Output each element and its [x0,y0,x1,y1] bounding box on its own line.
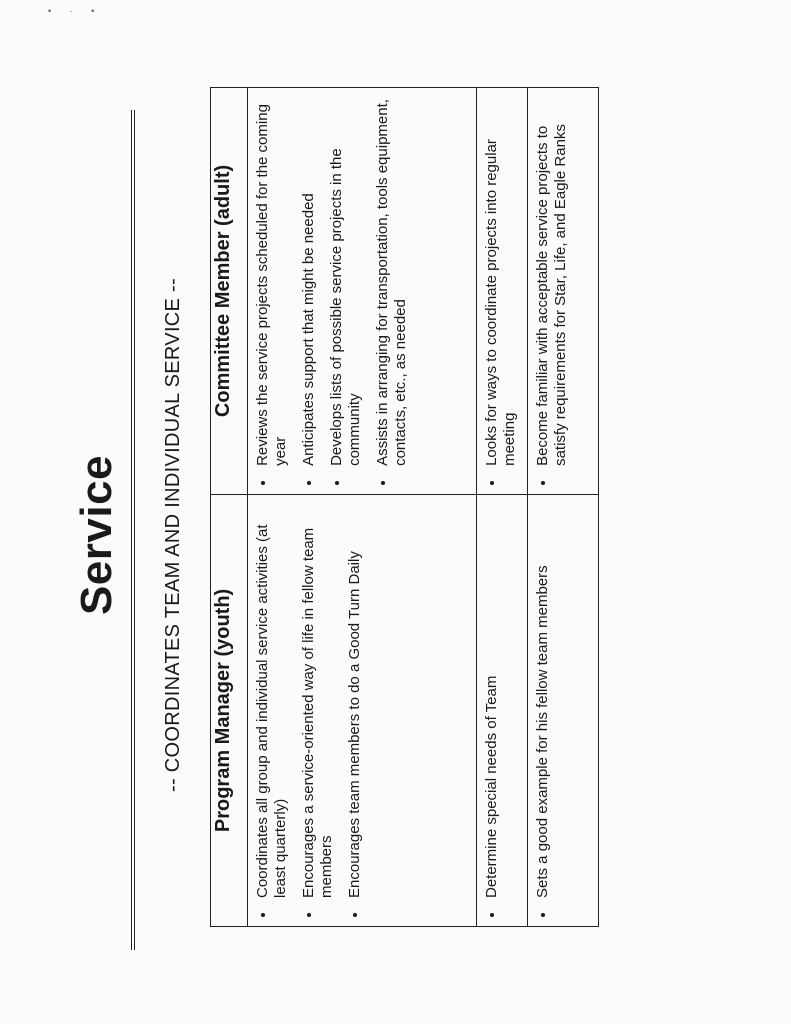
title-divider [131,110,132,950]
table-cell-committee-member [528,88,599,495]
page-title: Service [72,454,121,616]
table-row [528,88,599,927]
bullet-list [534,503,552,920]
title-divider-double [134,110,135,950]
bullet-list [534,96,570,488]
bullet-list [254,503,364,920]
bullet-list [483,96,519,488]
table-header-row [211,88,248,927]
list-item: • Sets a good example for his fellow team members [534,503,552,902]
table-cell-program-manager [477,494,528,926]
table-row [477,88,528,927]
table-cell-committee-member [248,88,477,495]
list-item: • Looks for ways to coordinate projects into regular meeting [483,96,519,470]
table-row [248,88,477,927]
column-header-program-manager: Program Manager (youth) [211,494,248,926]
list-item: • Encourages team members to do a Good Turn Daily [346,503,364,902]
list-item: • Coordinates all group and individual service activities (at least quarterly) [254,503,290,902]
list-item: • Become familiar with acceptable service projects to satisfy requirements for Star, Life, and Eagle Ranks [534,96,570,470]
list-item: • Determine special needs of Team [483,503,501,902]
bullet-list [254,96,410,488]
page-content [60,95,620,975]
table-cell-program-manager [528,494,599,926]
table-cell-program-manager [248,494,477,926]
list-item: • Assists in arranging for transportation, tools equipment, contacts, etc., as needed [374,96,410,470]
column-header-committee-member: Committee Member (adult) [211,88,248,495]
list-item: • Reviews the service projects scheduled for the coming year [254,96,290,470]
table-cell-committee-member [477,88,528,495]
rotated-frame [60,95,620,975]
list-item: • Encourages a service-oriented way of life in fellow team members [300,503,336,902]
scan-specks-decoration: • · • [48,6,103,16]
bullet-list [483,503,501,920]
responsibilities-table [210,87,599,927]
list-item: • Anticipates support that might be needed [300,96,318,470]
page-subtitle: -- COORDINATES TEAM AND INDIVIDUAL SERVICE -- [162,278,184,792]
list-item: • Develops lists of possible service projects in the community [328,96,364,470]
